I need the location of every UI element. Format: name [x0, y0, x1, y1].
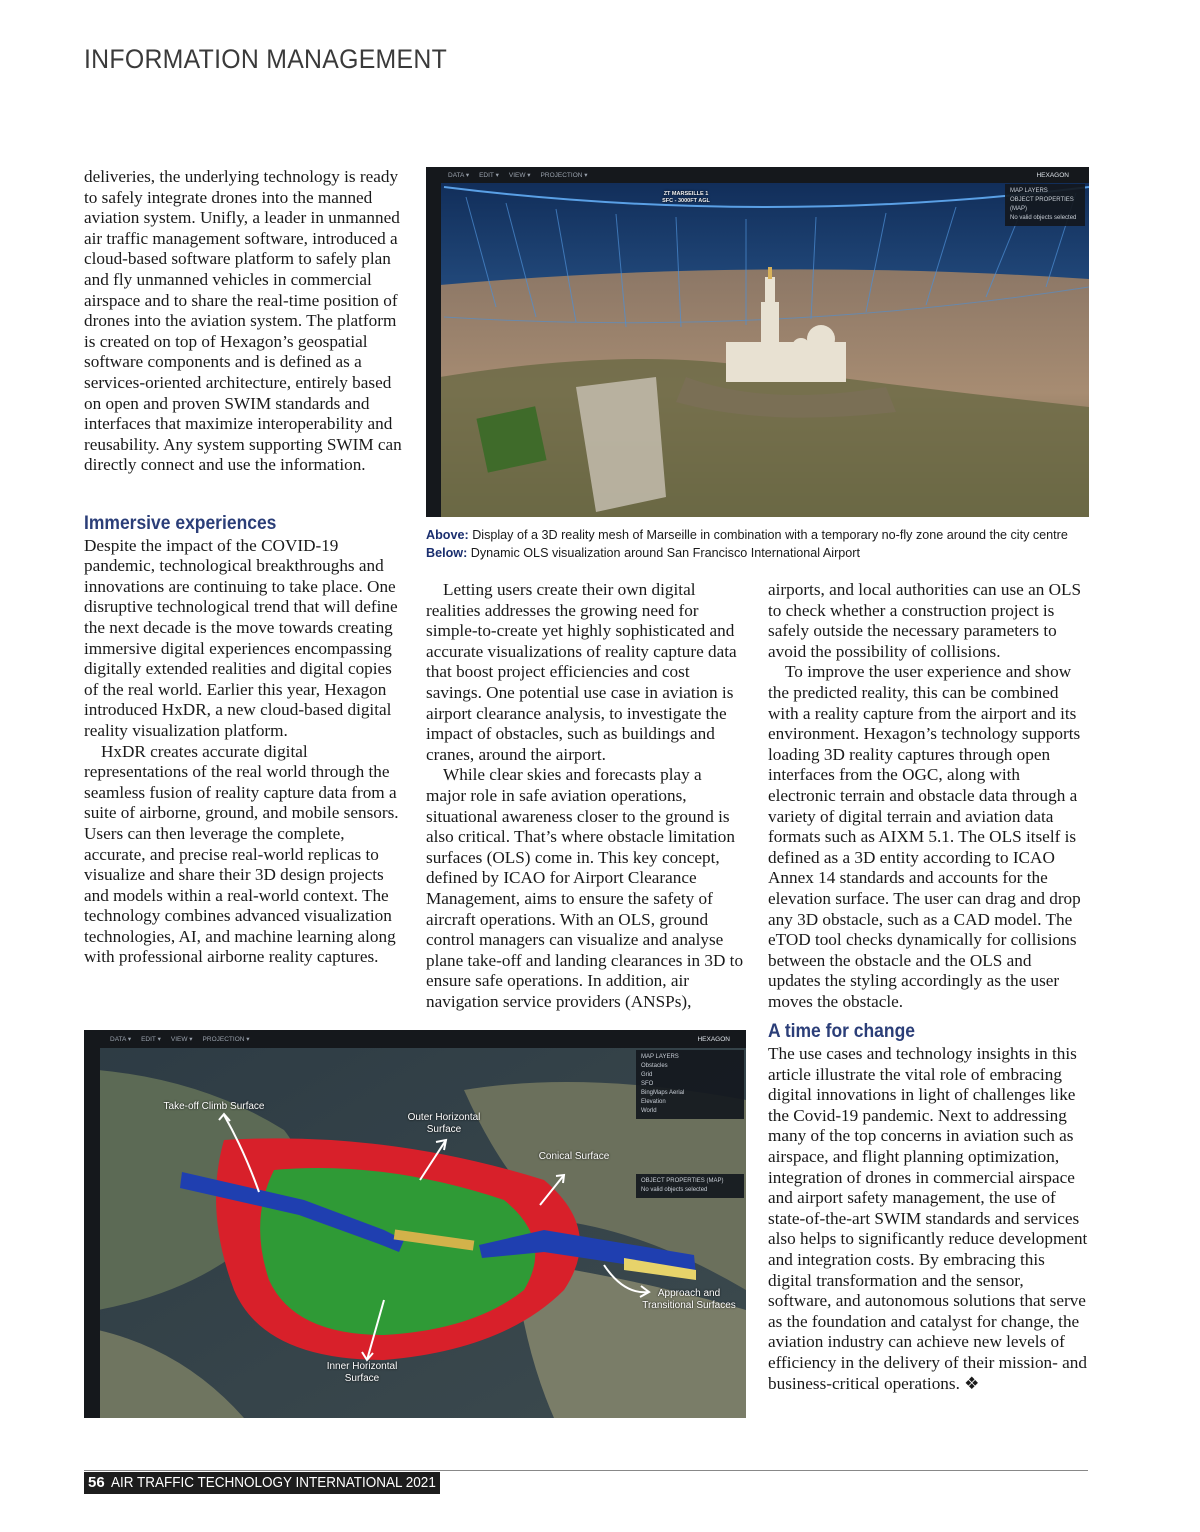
label-takeoff-climb: Take-off Climb Surface	[163, 1101, 265, 1112]
column-1-top	[84, 167, 406, 476]
map-layers-panel	[1005, 184, 1085, 226]
menu-projection[interactable]: PROJECTION ▾	[202, 1036, 250, 1043]
label-approach-l1: Approach and	[657, 1288, 721, 1299]
column-1-lower	[84, 514, 406, 968]
label-inner-horizontal	[322, 1361, 402, 1385]
layer-item[interactable]: SFO	[641, 1081, 654, 1087]
tool-sidebar	[426, 167, 441, 517]
object-properties-title[interactable]: OBJECT PROPERTIES (MAP)	[641, 1178, 724, 1184]
map-layers-title[interactable]: MAP LAYERS	[641, 1054, 679, 1060]
map-layers-panel	[636, 1050, 744, 1119]
page-footer	[84, 1472, 440, 1494]
body-paragraph: The use cases and technology insights in this article illustrate the vital role of embracing digital innovations in light of challenges like the Covid-19 pandemic. Next to addressing many of the top concerns in aviation such as airspace, and flight planning optimization, integration of drones in commercial airspace and airport safety management, the use of state-of-the-art SWIM standards and services also helps to significantly reduce development and integration costs. By embracing this digital transformation and the sensor, software, and autonomous solutions that serve as the foundation and catalyst for change, the aviation industry can achieve new levels of efficiency in the delivery of their mission- and business-critical operations. ❖	[768, 1044, 1088, 1393]
object-properties-note: No valid objects selected	[1010, 215, 1077, 221]
label-conical: Conical Surface	[538, 1151, 610, 1162]
caption-below	[426, 544, 1106, 562]
layer-item[interactable]: Elevation	[641, 1099, 666, 1105]
marseille-scene	[426, 167, 1089, 517]
no-fly-zone-label	[656, 191, 716, 205]
label-approach-l2: Transitional Surfaces	[642, 1300, 736, 1311]
body-paragraph: airports, and local authorities can use an OLS to check whether a construction project is safely outside the necessary parameters to avoid the possibility of collisions.	[768, 580, 1082, 661]
body-paragraph: While clear skies and forecasts play a major role in safe aviation operations, situational awareness closer to the ground is also critical. That’s where obstacle limitation surfaces (OLS) come in. This key concept, defined by ICAO for Airport Clearance Management, aims to ensure the safety of aircraft operations. With an OLS, ground control managers can visualize and analyse plane take-off and landing clearances in 3D to ensure safe operations. In addition, air navigation service providers (ANSPs),	[426, 765, 744, 1011]
magazine-title: AIR TRAFFIC TECHNOLOGY INTERNATIONAL 2021	[110, 1474, 436, 1491]
subheading-time-for-change: A time for change	[768, 1021, 915, 1043]
label-inner-horizontal-l2: Surface	[344, 1373, 380, 1384]
menu-view[interactable]: VIEW ▾	[508, 172, 531, 179]
footer-rule	[84, 1470, 1088, 1471]
figure-caption	[426, 526, 1106, 562]
object-properties-panel	[636, 1174, 744, 1198]
menu-data[interactable]: DATA ▾	[448, 172, 470, 179]
tool-sidebar	[84, 1030, 100, 1418]
column-2	[426, 580, 746, 1012]
caption-below-text: Dynamic OLS visualization around San Francisco International Airport	[470, 546, 860, 560]
subheading-immersive: Immersive experiences	[84, 513, 277, 534]
body-paragraph: Letting users create their own digital realities addresses the growing need for simple-to-create yet highly sophisticated and accurate visualizations of reality capture data that boost project efficiencies and cost savings. One potential use case in aviation is airport clearance analysis, to investigate the impact of obstacles, such as buildings and cranes, around the airport.	[426, 580, 737, 764]
brand-logo: HEXAGON	[1036, 171, 1069, 179]
layer-item[interactable]: BingMaps Aerial	[641, 1090, 685, 1096]
layer-item[interactable]: World	[641, 1108, 657, 1114]
label-approach	[639, 1288, 739, 1312]
menu-projection[interactable]: PROJECTION ▾	[540, 172, 588, 179]
sfo-ols-screenshot	[84, 1030, 746, 1418]
page-number: 56	[88, 1474, 105, 1491]
caption-above-label: Above:	[426, 528, 469, 542]
label-outer-horizontal	[404, 1112, 484, 1136]
body-paragraph: To improve the user experience and show the predicted reality, this can be combined with a reality capture from the airport and its environment. Hexagon’s technology supports loading 3D reality captures through open interfaces from the OGC, along with electronic terrain and obstacle data through a variety of digital terrain and aviation data formats such as AIXM 5.1. The OLS itself is defined as a 3D entity according to ICAO Annex 14 standards and accounts for the elevation surface. The user can drag and drop any 3D obstacle, such as a CAD model. The eTOD tool checks dynamically for collisions between the obstacle and the OLS and updates the styling accordingly as the user moves the obstacle.	[768, 662, 1081, 1011]
zone-altitude: SFC - 3000FT AGL	[662, 198, 710, 204]
section-header: INFORMATION MANAGEMENT	[84, 44, 448, 74]
app-toolbar	[84, 1030, 746, 1048]
map-layers-title[interactable]: MAP LAYERS	[1010, 188, 1048, 194]
body-paragraph: Despite the impact of the COVID-19 pandemic, technological breakthroughs and innovations are continuing to take place. One disruptive technological trend that will define the next decade is the move towards creating immersive digital experiences encompassing digitally extended realities and digital copies of the real world. Earlier this year, Hexagon introduced HxDR, a new cloud-based digital reality visualization platform.	[84, 535, 398, 740]
body-paragraph: HxDR creates accurate digital representations of the real world through the seamless fusion of reality capture data from a suite of airborne, ground, and mobile sensors. Users can then leverage the complete, accurate, and precise real-world replicas to visualize and share their 3D design projects and models within a real-world context. The technology combines advanced visualization technologies, AI, and machine learning along with professional airborne reality captures.	[84, 741, 399, 967]
app-toolbar	[426, 167, 1089, 183]
layer-item[interactable]: Obstacles	[641, 1063, 668, 1069]
label-outer-horizontal-l1: Outer Horizontal	[407, 1112, 481, 1123]
menu-data[interactable]: DATA ▾	[110, 1036, 132, 1043]
menu-view[interactable]: VIEW ▾	[170, 1036, 193, 1043]
layer-item[interactable]: Grid	[641, 1072, 653, 1078]
caption-above-text: Display of a 3D reality mesh of Marseille in combination with a temporary no-fly zone around the city centre	[472, 528, 1068, 542]
body-paragraph: deliveries, the underlying technology is ready to safely integrate drones into the manned aviation system. Unifly, a leader in unmanned air traffic management software, introduced a cloud-based software platform to safely plan and fly unmanned vehicles in commercial airspace and to share the real-time position of drones into the aviation system. The platform is created on top of Hexagon’s geospatial software components and is defined as a services-oriented architecture, entirely based on open and proven SWIM standards and interfaces that maximize interoperability and reusability. Any system supporting SWIM can directly connect and use the information.	[84, 167, 402, 475]
label-outer-horizontal-l2: Surface	[426, 1124, 462, 1135]
caption-above	[426, 526, 1106, 544]
menu-edit[interactable]: EDIT ▾	[141, 1036, 161, 1043]
column-3	[768, 580, 1088, 1394]
object-properties-note: No valid objects selected	[641, 1187, 708, 1193]
marseille-3d-screenshot	[426, 167, 1089, 517]
zone-name: ZT MARSEILLE 1	[663, 191, 709, 197]
label-inner-horizontal-l1: Inner Horizontal	[326, 1361, 398, 1372]
brand-logo: HEXAGON	[697, 1035, 730, 1043]
menu-edit[interactable]: EDIT ▾	[479, 172, 499, 179]
object-properties-title[interactable]: OBJECT PROPERTIES (MAP)	[1010, 197, 1074, 212]
caption-below-label: Below:	[426, 546, 468, 560]
